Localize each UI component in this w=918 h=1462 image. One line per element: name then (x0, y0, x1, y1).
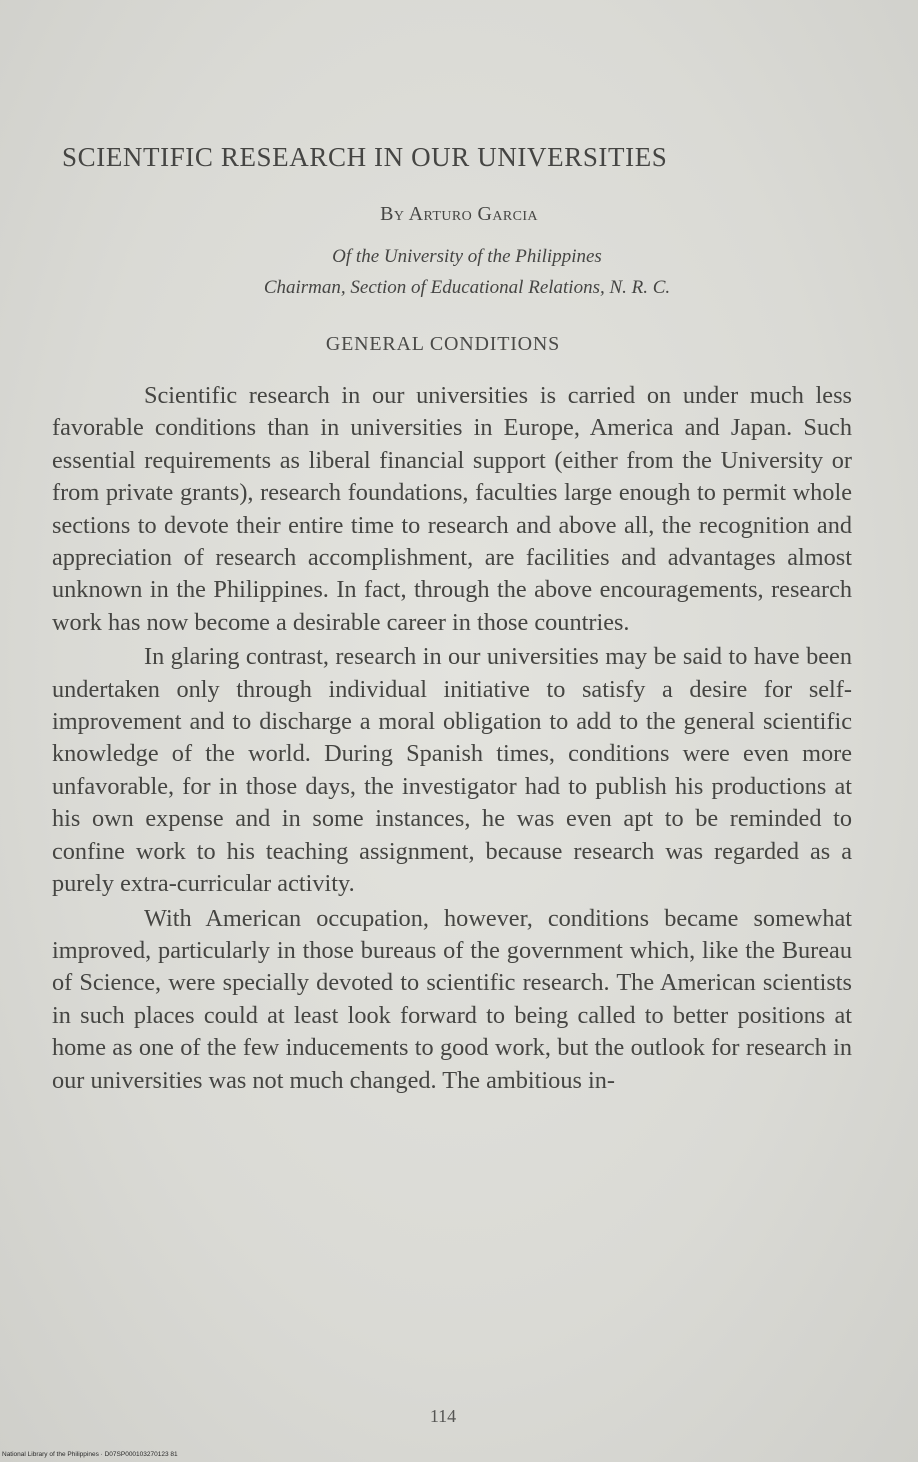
paragraph: With American occupation, however, conditions became somewhat improved, particularly in those bureaus of the government which, like the Bureau of Science, were specially devoted to scientific research. The American scientists in such places could at least look forward to being called to better positions at home as one of the few inducements to good work, but the outlook for research in our universities was not much changed. The ambitious in- (52, 904, 852, 1094)
author-affiliation: Of the University of the Philippines (332, 246, 602, 267)
article-body (52, 380, 852, 1097)
page-number: 114 (429, 1406, 457, 1426)
section-heading: GENERAL CONDITIONS (325, 333, 561, 355)
paragraph: In glaring contrast, research in our universities may be said to have been undertaken only through individual initiative to satisfy a desire for self-improvement and to discharge a moral obligation to add to the general scientific knowledge of the world. During Spanish times, conditions were even more unfavorable, for in those days, the investigator had to publish his productions at his own expense and in some instances, he was even apt to be reminded to confine work to his teaching assignment, because research was regarded as a purely extra-curricular activity. (52, 643, 852, 898)
paragraph: Scientific research in our universities is carried on under much less favorable conditions than in universities in Europe, America and Japan. Such essential requirements as liberal financial support (either from the University or from private grants), research foundations, faculties large enough to permit whole sections to devote their entire time to research and above all, the recognition and appreciation of research accomplishment, are facilities and advantages almost unknown in the Philippines. In fact, through the above encouragements, research work has now become a desirable career in those countries. (52, 382, 852, 636)
author-position: Chairman, Section of Educational Relations, N. R. C. (263, 277, 671, 298)
article-title: SCIENTIFIC RESEARCH IN OUR UNIVERSITIES (62, 142, 668, 172)
author-byline: By Arturo Garcia (380, 203, 538, 225)
scan-credit: National Library of the Philippines · D07SP000103270123 81 (2, 1451, 178, 1458)
